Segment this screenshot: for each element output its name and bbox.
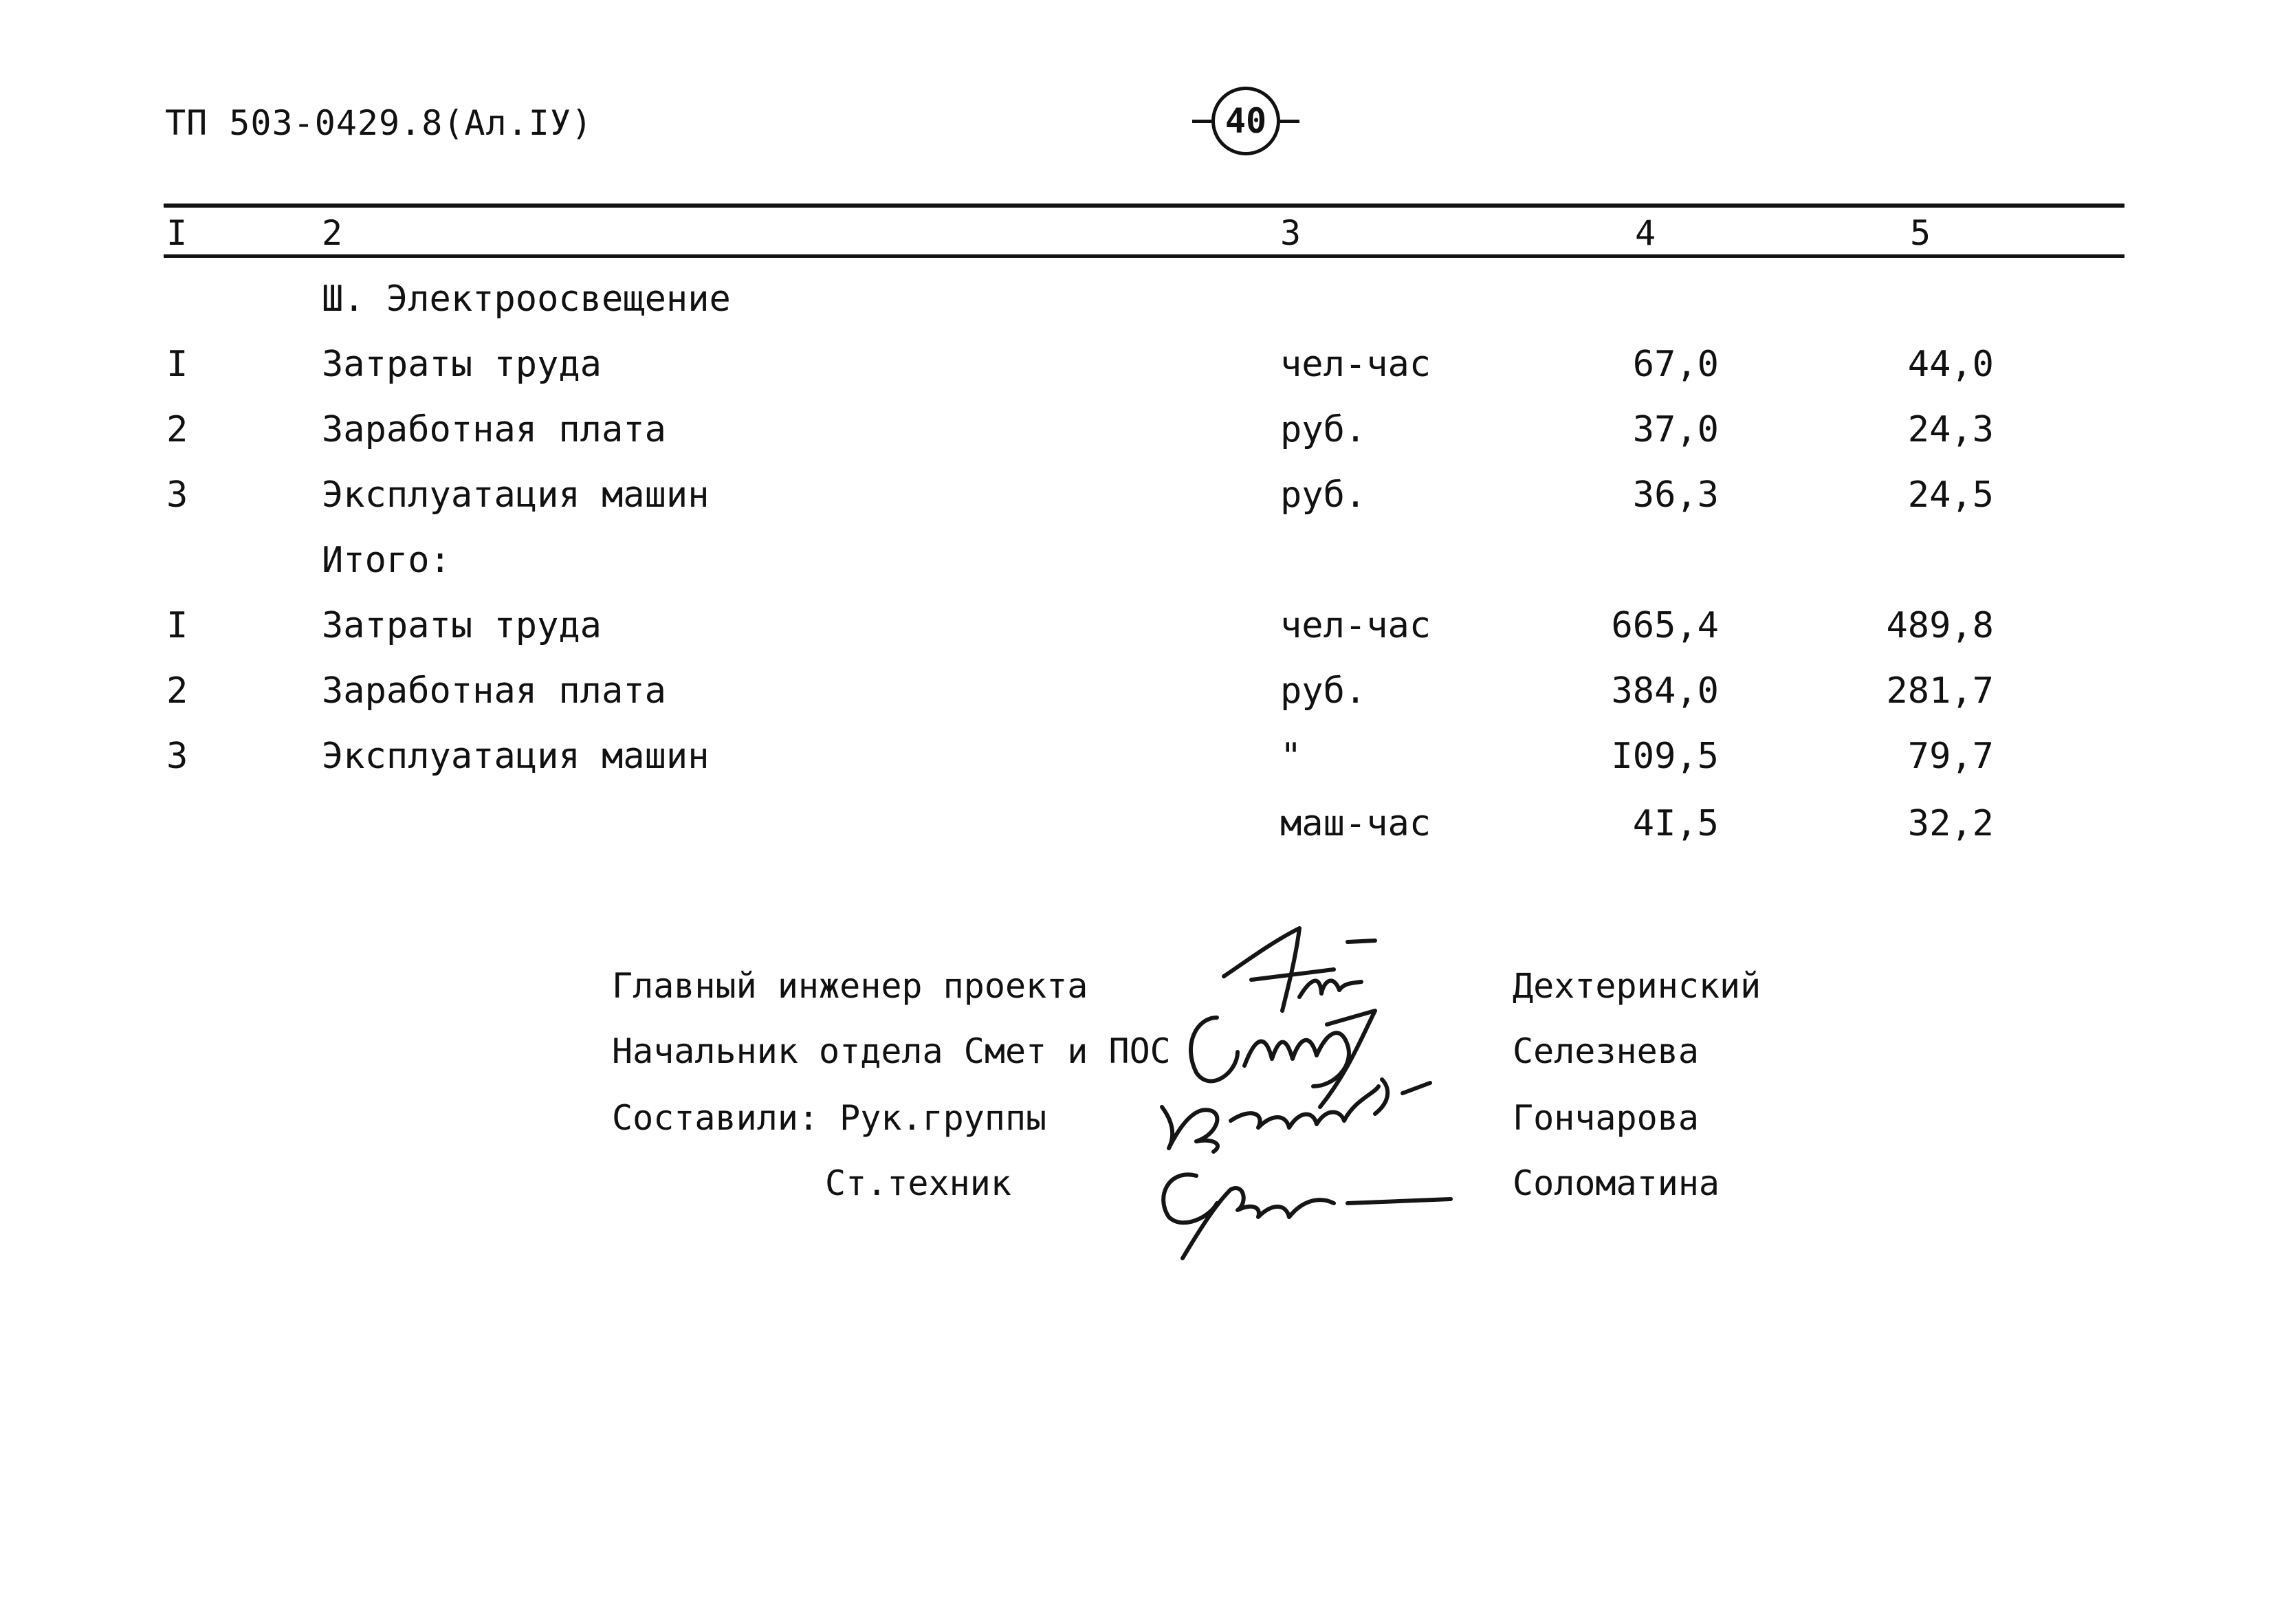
chief-engineer-label: Главный инженер проекта <box>612 966 1088 1006</box>
page-number-dash-left <box>1192 120 1211 123</box>
row-name: Заработная плата <box>322 409 666 450</box>
document-code: ТП 503-0429.8(Ал.IУ) <box>165 103 593 143</box>
row-number: 3 <box>166 736 188 777</box>
row-value-5: 24,3 <box>1907 409 1994 450</box>
column-header-2: 2 <box>322 213 343 253</box>
compiled-by-label: Составили: Рук.группы <box>612 1098 1047 1138</box>
table-row <box>0 278 2273 333</box>
row-unit: руб. <box>1280 474 1367 516</box>
row-value-5: 79,7 <box>1907 736 1994 777</box>
row-name: Эксплуатация машин <box>322 474 710 516</box>
row-name: Ш. Электроосвещение <box>322 278 731 320</box>
table-row <box>0 670 2273 725</box>
column-header-4: 4 <box>1635 213 1656 253</box>
row-unit: руб. <box>1280 670 1367 712</box>
row-value-4: 36,3 <box>1632 474 1719 516</box>
chief-engineer-name: Дехтеринский <box>1513 966 1761 1006</box>
row-value-5: 24,5 <box>1907 474 1994 516</box>
row-value-4: 4I,5 <box>1632 803 1719 844</box>
table-row <box>0 736 2273 791</box>
column-header-1: I <box>166 213 188 253</box>
row-name: Эксплуатация машин <box>322 736 710 777</box>
row-name: Итого: <box>322 540 451 581</box>
row-number: 3 <box>166 474 188 516</box>
row-unit: чел-час <box>1280 344 1431 385</box>
table-row <box>0 605 2273 660</box>
row-value-4: 67,0 <box>1632 344 1719 385</box>
signature-group-lead <box>1162 1079 1430 1152</box>
row-value-4: I09,5 <box>1611 736 1719 777</box>
technician-name: Соломатина <box>1513 1163 1720 1203</box>
page-number-dash-right <box>1280 120 1299 123</box>
row-name: Затраты труда <box>322 344 602 385</box>
table-row <box>0 344 2273 399</box>
table-row <box>0 540 2273 595</box>
row-value-5: 32,2 <box>1907 803 1994 844</box>
group-lead-name: Гончарова <box>1513 1098 1699 1138</box>
table-row <box>0 474 2273 529</box>
row-unit: " <box>1280 736 1302 777</box>
row-number: 2 <box>166 670 188 712</box>
handwritten-signatures <box>1141 914 1485 1286</box>
signature-dept-head <box>1191 1011 1375 1107</box>
column-header-3: 3 <box>1280 213 1302 253</box>
row-number: I <box>166 344 188 385</box>
row-unit: руб. <box>1280 409 1367 450</box>
signature-technician <box>1163 1174 1451 1258</box>
table-top-rule <box>164 204 2124 208</box>
dept-head-name: Селезнева <box>1513 1031 1699 1071</box>
row-name: Заработная плата <box>322 670 666 712</box>
row-value-5: 489,8 <box>1886 605 1994 646</box>
row-name: Затраты труда <box>322 605 602 646</box>
page-number: 40 <box>1211 87 1280 155</box>
table-header-rule <box>164 254 2124 258</box>
row-value-4: 37,0 <box>1632 409 1719 450</box>
row-number: I <box>166 605 188 646</box>
row-value-5: 281,7 <box>1886 670 1994 712</box>
row-value-4: 384,0 <box>1611 670 1719 712</box>
table-row <box>0 409 2273 464</box>
row-number: 2 <box>166 409 188 450</box>
table-row <box>0 803 2273 858</box>
row-unit: маш-час <box>1280 803 1431 844</box>
row-value-5: 44,0 <box>1907 344 1994 385</box>
row-value-4: 665,4 <box>1611 605 1719 646</box>
column-header-5: 5 <box>1910 213 1931 253</box>
dept-head-label: Начальник отдела Смет и ПОС <box>612 1031 1171 1071</box>
row-unit: чел-час <box>1280 605 1431 646</box>
technician-label: Ст.техник <box>825 1163 1011 1203</box>
signature-chief-engineer <box>1224 928 1375 1011</box>
